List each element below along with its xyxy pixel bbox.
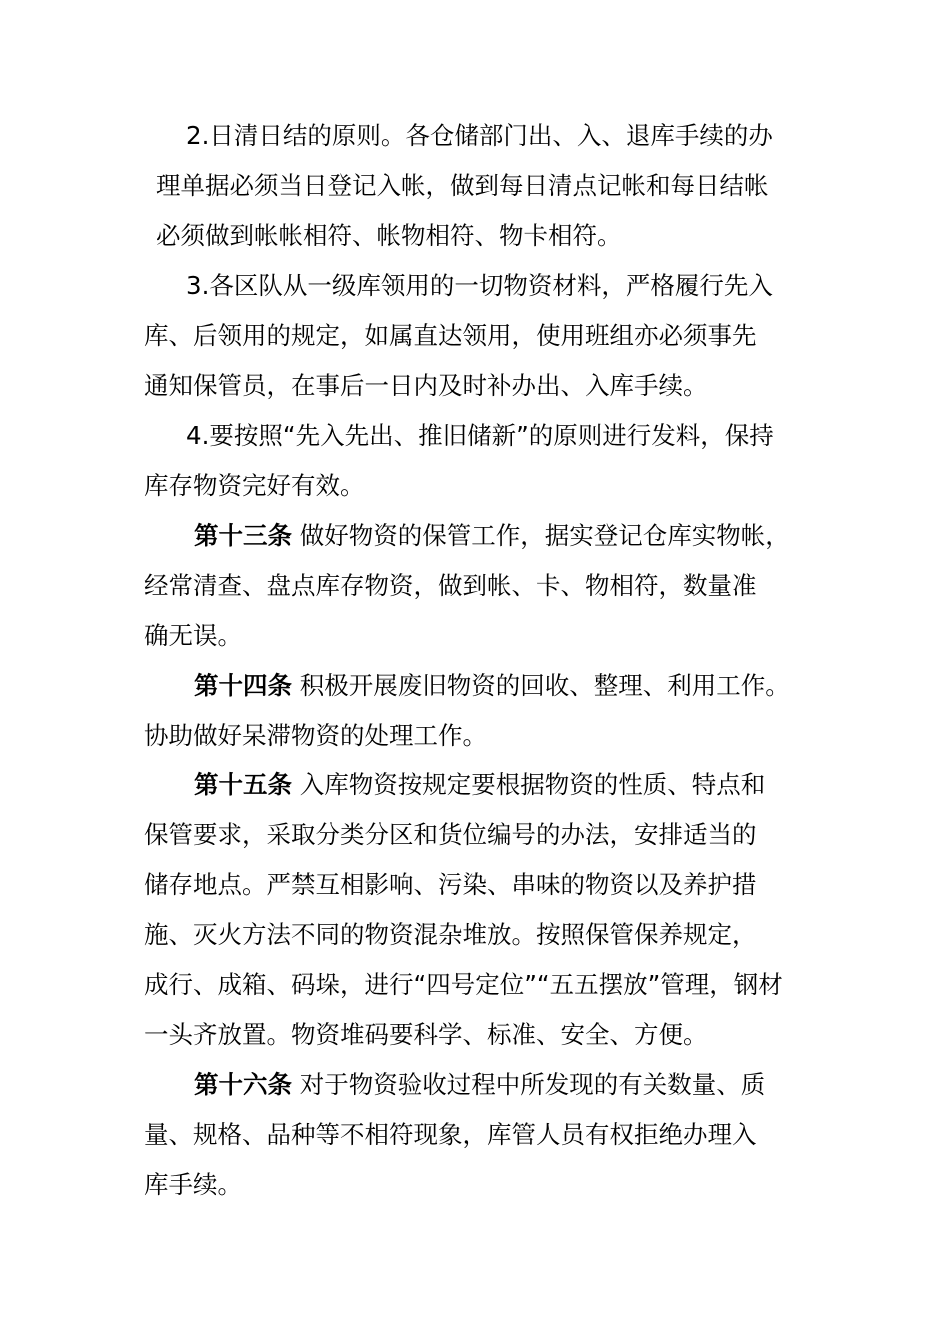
- line-text: 施、灭火方法不同的物资混杂堆放。按照保管保养规定，: [144, 920, 757, 949]
- text-line: [144, 860, 757, 910]
- text-line: [144, 311, 757, 361]
- line-text: 储存地点。严禁互相影响、污染、串味的物资以及养护措: [144, 870, 757, 899]
- text-line: [194, 661, 790, 711]
- text-line: [144, 561, 757, 611]
- text-line: [144, 910, 757, 960]
- line-text: 量、规格、品种等不相符现象，库管人员有权拒绝办理入: [144, 1120, 757, 1149]
- text-line: [144, 361, 708, 411]
- article-heading: 第十五条: [194, 770, 292, 799]
- line-text: 入库物资按规定要根据物资的性质、特点和: [299, 770, 766, 799]
- text-line: [144, 711, 487, 761]
- article-heading: 第十四条: [194, 671, 292, 700]
- text-line: [144, 1110, 757, 1160]
- line-text: 通知保管员，在事后一日内及时补办出、入库手续。: [144, 371, 708, 400]
- line-text: 成行、成箱、码垛，进行“四号定位”“五五摆放”管理，钢材: [144, 970, 783, 999]
- text-line: [144, 1160, 242, 1210]
- text-line: [194, 760, 765, 810]
- text-line: [186, 411, 774, 461]
- text-line: [186, 111, 773, 161]
- line-text: 对于物资验收过程中所发现的有关数量、质: [299, 1070, 766, 1099]
- text-line: [144, 810, 757, 860]
- article-heading: 第十三条: [194, 521, 292, 550]
- text-line: [156, 161, 769, 211]
- line-text: 理单据必须当日登记入帐，做到每日清点记帐和每日结帐: [156, 171, 769, 200]
- line-text: 库、后领用的规定，如属直达领用，使用班组亦必须事先: [144, 321, 757, 350]
- line-text: 4.要按照“先入先出、推旧储新”的原则进行发料，保持: [186, 421, 774, 450]
- line-text: 必须做到帐帐相符、帐物相符、物卡相符。: [156, 221, 622, 250]
- line-text: 协助做好呆滞物资的处理工作。: [144, 721, 487, 750]
- text-line: [194, 1060, 765, 1110]
- line-text: 3.各区队从一级库领用的一切物资材料，严格履行先入: [186, 271, 773, 300]
- line-text: 确无误。: [144, 621, 242, 650]
- line-text: 一头齐放置。物资堆码要科学、标准、安全、方便。: [144, 1020, 708, 1049]
- line-text: 经常清查、盘点库存物资，做到帐、卡、物相符，数量准: [144, 571, 757, 600]
- line-text: 库手续。: [144, 1170, 242, 1199]
- line-text: 库存物资完好有效。: [144, 471, 365, 500]
- text-line: [186, 261, 773, 311]
- line-text: 2.日清日结的原则。各仓储部门出、入、退库手续的办: [186, 121, 773, 150]
- text-line: [144, 1010, 708, 1060]
- text-line: [144, 461, 365, 511]
- text-line: [156, 211, 622, 261]
- line-text: 积极开展废旧物资的回收、整理、利用工作。: [299, 671, 790, 700]
- article-heading: 第十六条: [194, 1070, 292, 1099]
- text-line: [144, 960, 783, 1010]
- text-line: [144, 611, 242, 661]
- text-line: [194, 511, 790, 561]
- line-text: 保管要求，采取分类分区和货位编号的办法，安排适当的: [144, 820, 757, 849]
- line-text: 做好物资的保管工作，据实登记仓库实物帐，: [299, 521, 790, 550]
